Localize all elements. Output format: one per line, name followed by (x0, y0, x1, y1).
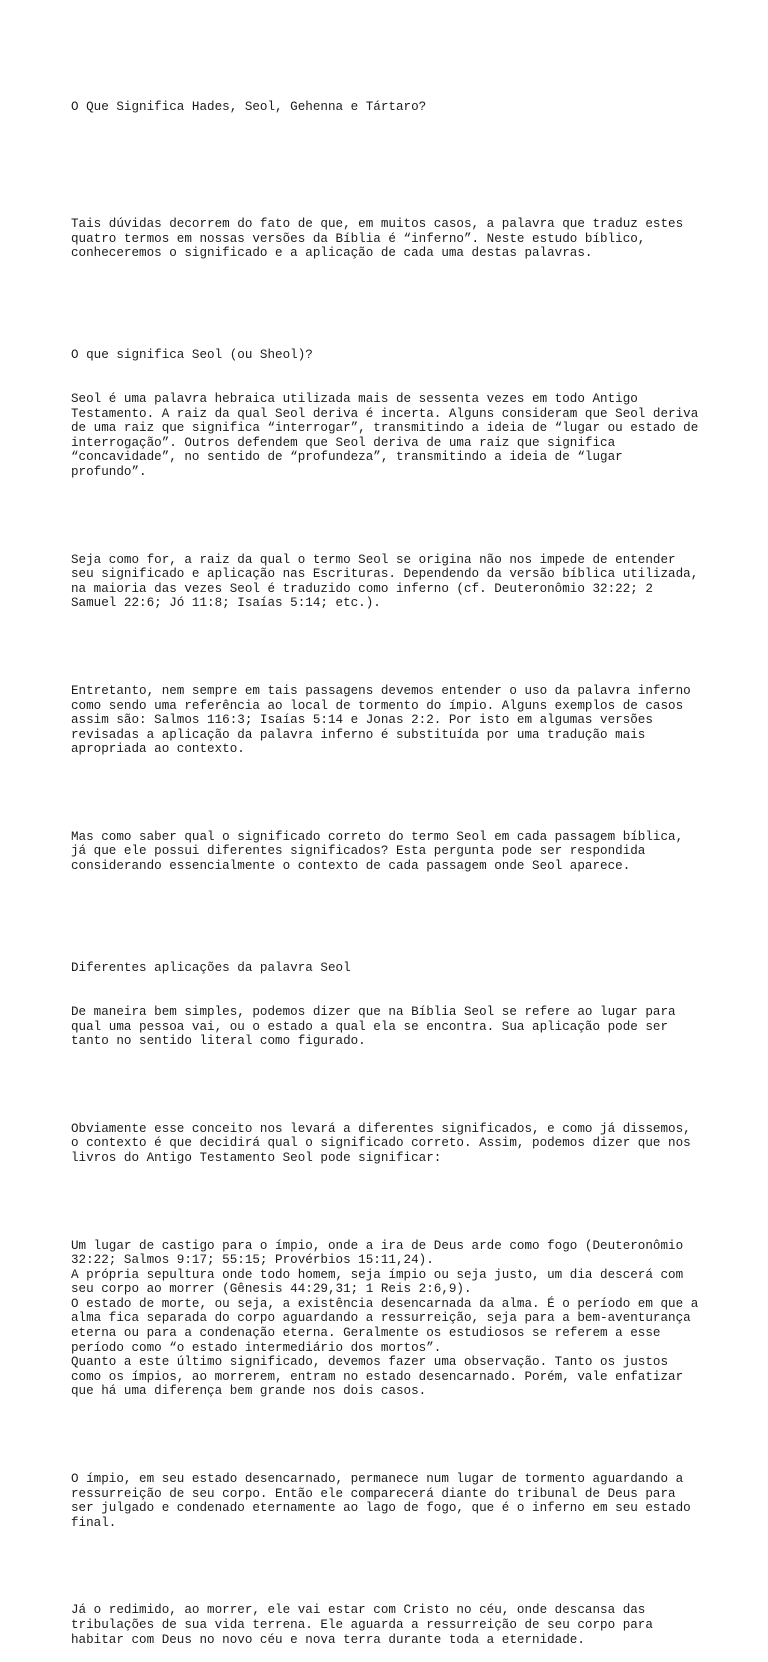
text-line: livros do Antigo Testamento Seol pode significar: (71, 1150, 442, 1165)
text-line: o contexto é que decidirá qual o significado correto. Assim, podemos dizer que nos (71, 1136, 691, 1151)
text-line: considerando essencialmente o contexto de cada passagem onde Seol aparece. (71, 859, 631, 874)
text-line: qual uma pessoa vai, ou o estado a qual ela se encontra. Sua aplicação pode ser (71, 1019, 669, 1034)
text-line: seu significado e aplicação nas Escrituras. Dependendo da versão bíblica utilizada, (71, 567, 699, 582)
text-line: período como “o estado intermediário dos mortos”. (71, 1340, 442, 1355)
text-line: O estado de morte, ou seja, a existência desencarnada da alma. É o período em que a (71, 1296, 699, 1311)
paragraph (71, 684, 731, 757)
paragraph (71, 553, 731, 611)
text-line: final. (71, 1515, 117, 1530)
document-title: O Que Significa Hades, Seol, Gehenna e Tártaro? (71, 100, 427, 115)
paragraph (71, 830, 731, 874)
text-line: alma fica separada do corpo aguardando a ressurreição, seja para a bem-aventurança (71, 1311, 691, 1326)
paragraph (71, 1472, 731, 1530)
text-line: eterna ou para a condenação eterna. Geralmente os estudiosos se referem a esse (71, 1326, 661, 1341)
text-line: Entretanto, nem sempre em tais passagens devemos entender o uso da palavra inferno (71, 683, 691, 698)
text-line: Tais dúvidas decorrem do fato de que, em muitos casos, a palavra que traduz estes (71, 216, 684, 231)
intro-paragraph (71, 217, 731, 261)
text-line: Seol é uma palavra hebraica utilizada mais de sessenta vezes em todo Antigo (71, 392, 638, 407)
text-line: conheceremos o significado e a aplicação de cada uma destas palavras. (71, 246, 593, 261)
text-line: revisadas a aplicação da palavra inferno é substituída por uma tradução mais (71, 727, 646, 742)
text-line: de uma raiz que significa “interrogar”, transmitindo a ideia de “lugar ou estado de (71, 421, 699, 436)
text-line: na maioria das vezes Seol é traduzido como inferno (cf. Deuteronômio 32:22; 2 (71, 581, 653, 596)
paragraph (71, 1122, 731, 1166)
text-line: “concavidade”, no sentido de “profundeza”, transmitindo a ideia de “lugar (71, 450, 623, 465)
text-line: tribulações de sua vida terrena. Ele aguarda a ressurreição de seu corpo para (71, 1617, 653, 1632)
section-heading-seol: O que significa Seol (ou Sheol)? (71, 348, 313, 363)
text-line: tanto no sentido literal como figurado. (71, 1034, 366, 1049)
text-line: Seja como for, a raiz da qual o termo Seol se origina não nos impede de entender (71, 552, 676, 567)
text-line: 32:22; Salmos 9:17; 55:15; Provérbios 15:11,24). (71, 1253, 434, 1268)
text-line: interrogação”. Outros defendem que Seol deriva de uma raiz que significa (71, 435, 616, 450)
text-line: ser julgado e condenado eternamente ao lago de fogo, que é o inferno em seu estado (71, 1501, 691, 1516)
text-line: De maneira bem simples, podemos dizer que na Bíblia Seol se refere ao lugar para (71, 1005, 676, 1019)
meanings-list (71, 1239, 731, 1400)
document-page (71, 71, 731, 1662)
text-line: A própria sepultura onde todo homem, seja ímpio ou seja justo, um dia descerá com (71, 1267, 684, 1282)
section-heading-aplicacoes: Diferentes aplicações da palavra Seol (71, 961, 351, 976)
text-line: ressurreição de seu corpo. Então ele comparecerá diante do tribunal de Deus para (71, 1486, 676, 1501)
text-line: assim são: Salmos 116:3; Isaías 5:14 e Jonas 2:2. Por isto em algumas versões (71, 713, 653, 728)
text-line: Samuel 22:6; Jó 11:8; Isaías 5:14; etc.). (71, 596, 381, 611)
text-line: profundo”. (71, 465, 147, 480)
text-line: quatro termos em nossas versões da Bíblia é “inferno”. Neste estudo bíblico, (71, 231, 646, 246)
paragraph (71, 1005, 731, 1049)
paragraph (71, 392, 731, 480)
text-line: Quanto a este último significado, devemos fazer uma observação. Tanto os justos (71, 1355, 669, 1370)
text-line: seu corpo ao morrer (Gênesis 44:29,31; 1 Reis 2:6,9). (71, 1282, 472, 1297)
text-line: O ímpio, em seu estado desencarnado, permanece num lugar de tormento aguardando a (71, 1472, 684, 1486)
paragraph (71, 1603, 731, 1647)
text-line: já que ele possui diferentes significados? Esta pergunta pode ser respondida (71, 844, 646, 859)
text-line: apropriada ao contexto. (71, 742, 245, 757)
text-line: habitar com Deus no novo céu e nova terra durante toda a eternidade. (71, 1632, 585, 1647)
text-line: Obviamente esse conceito nos levará a diferentes significados, e como já dissemos, (71, 1121, 691, 1136)
text-line: como os ímpios, ao morrerem, entram no estado desencarnado. Porém, vale enfatizar (71, 1369, 684, 1384)
text-line: como sendo uma referência ao local de tormento do ímpio. Alguns exemplos de casos (71, 698, 684, 713)
text-line: Já o redimido, ao morrer, ele vai estar com Cristo no céu, onde descansa das (71, 1603, 646, 1618)
text-line: Testamento. A raiz da qual Seol deriva é incerta. Alguns consideram que Seol deriva (71, 406, 699, 421)
text-line: Mas como saber qual o significado correto do termo Seol em cada passagem bíblica, (71, 829, 684, 844)
text-line: que há uma diferença bem grande nos dois casos. (71, 1384, 427, 1399)
text-line: Um lugar de castigo para o ímpio, onde a ira de Deus arde como fogo (Deuteronômio (71, 1238, 684, 1253)
